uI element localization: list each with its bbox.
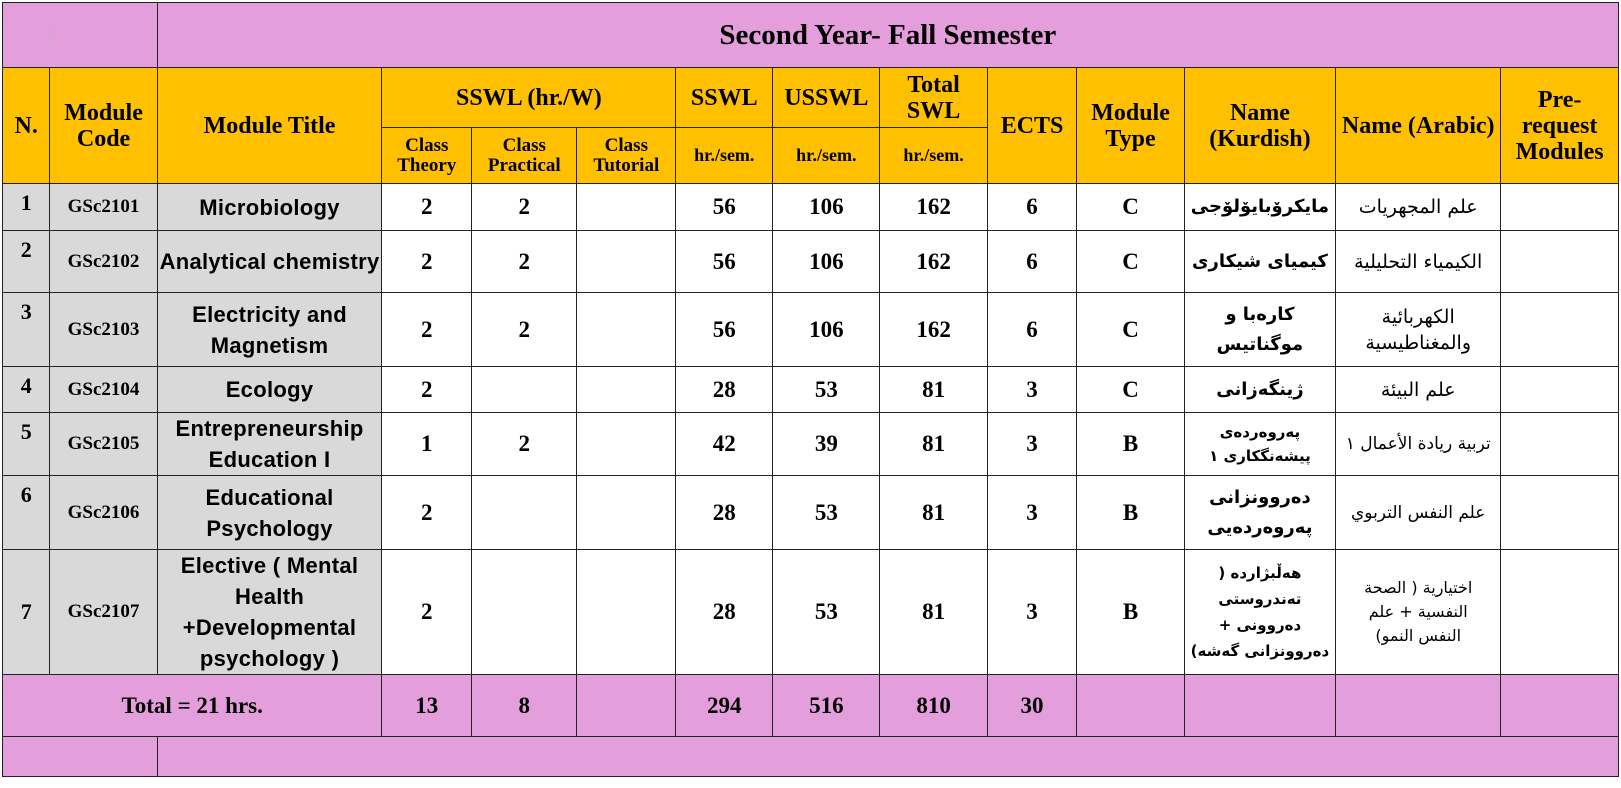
class-theory: 2 bbox=[382, 231, 472, 293]
sswl-value: 28 bbox=[676, 476, 773, 550]
row-number: 6 bbox=[3, 476, 50, 550]
sswl-value: 56 bbox=[676, 231, 773, 293]
class-tutorial bbox=[577, 184, 676, 231]
header-usswl: USSWL bbox=[773, 68, 880, 128]
header-class-theory: Class Theory bbox=[382, 128, 472, 184]
bottom-right-blank bbox=[157, 737, 1618, 777]
name-arabic: تربية ريادة الأعمال ١ bbox=[1336, 413, 1501, 476]
sswl-value: 56 bbox=[676, 184, 773, 231]
total-swl-value: 81 bbox=[880, 476, 987, 550]
ects-value: 3 bbox=[987, 550, 1077, 675]
module-code: GSc2107 bbox=[50, 550, 157, 675]
module-type: B bbox=[1077, 413, 1184, 476]
ects-value: 6 bbox=[987, 231, 1077, 293]
total-swl-value: 81 bbox=[880, 367, 987, 413]
class-tutorial bbox=[577, 367, 676, 413]
name-arabic: الكهربائية والمغناطيسية bbox=[1336, 293, 1501, 367]
usswl-value: 106 bbox=[773, 231, 880, 293]
sswl-value: 28 bbox=[676, 367, 773, 413]
header-ects: ECTS bbox=[987, 68, 1077, 184]
page-title: Second Year- Fall Semester bbox=[157, 3, 1618, 68]
sswl-value: 42 bbox=[676, 413, 773, 476]
module-code: GSc2101 bbox=[50, 184, 157, 231]
header-row-1 bbox=[3, 68, 1619, 128]
class-theory: 2 bbox=[382, 184, 472, 231]
module-title: Elective ( Mental Health +Developmental psychology ) bbox=[157, 550, 382, 675]
ects-value: 3 bbox=[987, 476, 1077, 550]
module-type: C bbox=[1077, 231, 1184, 293]
table-row bbox=[3, 293, 1619, 367]
table-row bbox=[3, 550, 1619, 675]
row-number: 4 bbox=[3, 367, 50, 413]
total-swl-value: 162 bbox=[880, 293, 987, 367]
ects-value: 3 bbox=[987, 367, 1077, 413]
prerequisite bbox=[1501, 231, 1619, 293]
class-tutorial bbox=[577, 293, 676, 367]
class-practical: 2 bbox=[472, 293, 577, 367]
header-total-swl: Total SWL bbox=[880, 68, 987, 128]
total-swl-value: 81 bbox=[880, 413, 987, 476]
text-cursor-mark bbox=[49, 23, 50, 43]
total-swl-value: 162 bbox=[880, 231, 987, 293]
header-usswl-unit: hr./sem. bbox=[773, 128, 880, 184]
name-kurdish: مایکرۆبایۆلۆجی bbox=[1184, 184, 1336, 231]
header-module-type: Module Type bbox=[1077, 68, 1184, 184]
header-prerequisite: Pre-request Modules bbox=[1501, 68, 1619, 184]
header-module-code: Module Code bbox=[50, 68, 157, 184]
class-practical bbox=[472, 476, 577, 550]
row-number: 3 bbox=[3, 293, 50, 367]
class-theory: 2 bbox=[382, 293, 472, 367]
total-row bbox=[3, 675, 1619, 737]
class-tutorial bbox=[577, 413, 676, 476]
table-row bbox=[3, 367, 1619, 413]
total-name-kurdish bbox=[1184, 675, 1336, 737]
module-code: GSc2103 bbox=[50, 293, 157, 367]
sswl-value: 28 bbox=[676, 550, 773, 675]
module-title: Educational Psychology bbox=[157, 476, 382, 550]
header-sswl-unit: hr./sem. bbox=[676, 128, 773, 184]
usswl-value: 53 bbox=[773, 476, 880, 550]
name-kurdish: کارەبا و موگناتیس bbox=[1184, 293, 1336, 367]
name-kurdish: ژینگەزانی bbox=[1184, 367, 1336, 413]
module-title: Ecology bbox=[157, 367, 382, 413]
table-row bbox=[3, 413, 1619, 476]
name-arabic: علم النفس التربوي bbox=[1336, 476, 1501, 550]
title-left-blank bbox=[3, 3, 158, 68]
total-class-practical: 8 bbox=[472, 675, 577, 737]
class-theory: 2 bbox=[382, 550, 472, 675]
name-arabic: اختيارية ( الصحة النفسية + علم النفس النمو) bbox=[1336, 550, 1501, 675]
bottom-left-blank bbox=[3, 737, 158, 777]
total-swl: 810 bbox=[880, 675, 987, 737]
row-number: 2 bbox=[3, 231, 50, 293]
title-row bbox=[3, 3, 1619, 68]
name-kurdish: دەروونزانی پەروەردەیی bbox=[1184, 476, 1336, 550]
row-number: 1 bbox=[3, 184, 50, 231]
module-type: B bbox=[1077, 550, 1184, 675]
prerequisite bbox=[1501, 550, 1619, 675]
class-theory: 2 bbox=[382, 367, 472, 413]
total-swl-value: 81 bbox=[880, 550, 987, 675]
class-practical: 2 bbox=[472, 231, 577, 293]
class-theory: 1 bbox=[382, 413, 472, 476]
class-practical: 2 bbox=[472, 413, 577, 476]
name-kurdish: کیمیای شیکاری bbox=[1184, 231, 1336, 293]
header-sswl-group: SSWL (hr./W) bbox=[382, 68, 676, 128]
module-type: C bbox=[1077, 184, 1184, 231]
total-class-theory: 13 bbox=[382, 675, 472, 737]
usswl-value: 106 bbox=[773, 293, 880, 367]
module-code: GSc2106 bbox=[50, 476, 157, 550]
total-sswl: 294 bbox=[676, 675, 773, 737]
usswl-value: 39 bbox=[773, 413, 880, 476]
header-n: N. bbox=[3, 68, 50, 184]
row-number: 5 bbox=[3, 413, 50, 476]
header-name-kurdish: Name (Kurdish) bbox=[1184, 68, 1336, 184]
class-practical bbox=[472, 550, 577, 675]
module-title: Analytical chemistry bbox=[157, 231, 382, 293]
module-title: Electricity and Magnetism bbox=[157, 293, 382, 367]
ects-value: 6 bbox=[987, 184, 1077, 231]
name-arabic: علم المجهريات bbox=[1336, 184, 1501, 231]
row-number: 7 bbox=[3, 550, 50, 675]
module-type: C bbox=[1077, 367, 1184, 413]
prerequisite bbox=[1501, 476, 1619, 550]
usswl-value: 53 bbox=[773, 550, 880, 675]
total-name-arabic bbox=[1336, 675, 1501, 737]
curriculum-table bbox=[2, 2, 1619, 777]
class-tutorial bbox=[577, 231, 676, 293]
class-tutorial bbox=[577, 476, 676, 550]
header-name-arabic: Name (Arabic) bbox=[1336, 68, 1501, 184]
class-practical: 2 bbox=[472, 184, 577, 231]
prerequisite bbox=[1501, 184, 1619, 231]
usswl-value: 106 bbox=[773, 184, 880, 231]
prerequisite bbox=[1501, 413, 1619, 476]
total-ects: 30 bbox=[987, 675, 1077, 737]
bottom-row bbox=[3, 737, 1619, 777]
table-row bbox=[3, 184, 1619, 231]
header-class-tutorial: Class Tutorial bbox=[577, 128, 676, 184]
table-row bbox=[3, 476, 1619, 550]
name-arabic: الكيمياء التحليلية bbox=[1336, 231, 1501, 293]
total-usswl: 516 bbox=[773, 675, 880, 737]
ects-value: 3 bbox=[987, 413, 1077, 476]
name-kurdish: پەروەردەی پیشەنگکاری ۱ bbox=[1184, 413, 1336, 476]
module-type: B bbox=[1077, 476, 1184, 550]
total-class-tutorial bbox=[577, 675, 676, 737]
sswl-value: 56 bbox=[676, 293, 773, 367]
module-title: Microbiology bbox=[157, 184, 382, 231]
name-arabic: علم البيئة bbox=[1336, 367, 1501, 413]
module-type: C bbox=[1077, 293, 1184, 367]
total-prerequisite bbox=[1501, 675, 1619, 737]
class-theory: 2 bbox=[382, 476, 472, 550]
header-module-title: Module Title bbox=[157, 68, 382, 184]
header-class-practical: Class Practical bbox=[472, 128, 577, 184]
usswl-value: 53 bbox=[773, 367, 880, 413]
ects-value: 6 bbox=[987, 293, 1077, 367]
module-title: Entrepreneurship Education I bbox=[157, 413, 382, 476]
prerequisite bbox=[1501, 293, 1619, 367]
class-tutorial bbox=[577, 550, 676, 675]
module-code: GSc2104 bbox=[50, 367, 157, 413]
table-row bbox=[3, 231, 1619, 293]
header-total-swl-unit: hr./sem. bbox=[880, 128, 987, 184]
curriculum-page bbox=[2, 2, 1619, 777]
total-swl-value: 162 bbox=[880, 184, 987, 231]
module-code: GSc2102 bbox=[50, 231, 157, 293]
header-sswl: SSWL bbox=[676, 68, 773, 128]
prerequisite bbox=[1501, 367, 1619, 413]
module-code: GSc2105 bbox=[50, 413, 157, 476]
total-module-type bbox=[1077, 675, 1184, 737]
total-label: Total = 21 hrs. bbox=[3, 675, 382, 737]
class-practical bbox=[472, 367, 577, 413]
name-kurdish: هەڵبژاردە ( تەندروستی دەروونی + دەروونزانی گەشە) bbox=[1184, 550, 1336, 675]
